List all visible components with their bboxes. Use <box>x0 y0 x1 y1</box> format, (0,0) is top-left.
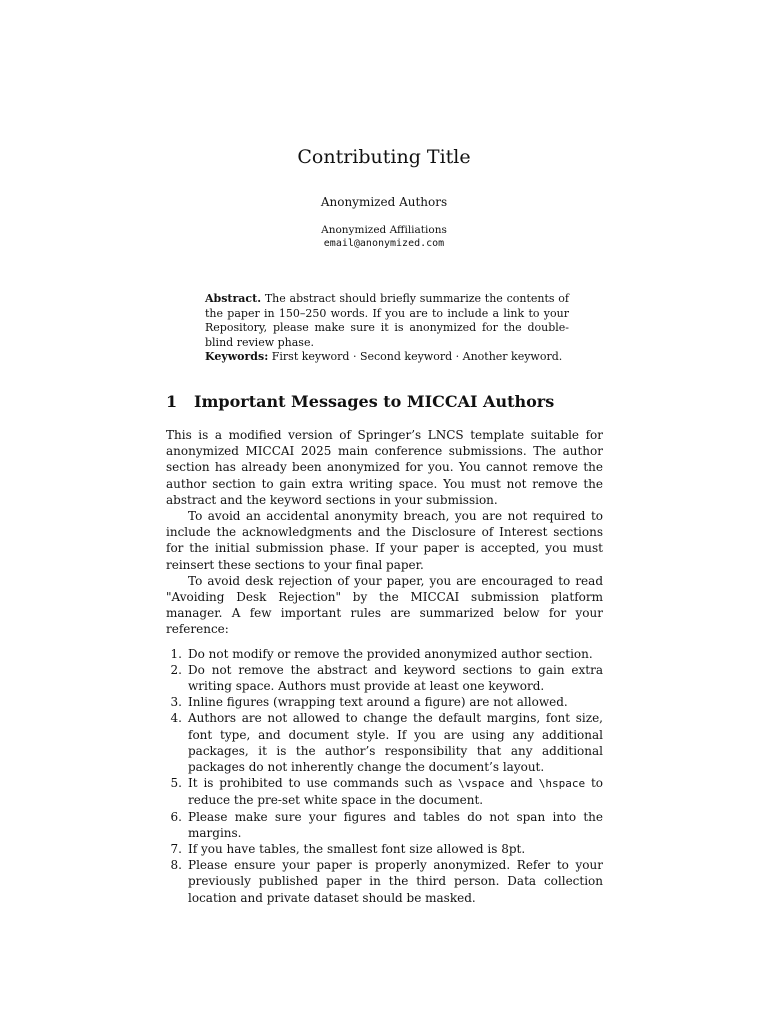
list-marker: 3. <box>170 695 182 710</box>
body-paragraph: To avoid an accidental anonymity breach, you are not required to include the acknowledgments and the Disclosure of Interest sections for the initial submission phase. If your paper is accepted, you must reinsert these sections to your final paper. <box>166 509 603 572</box>
section-body <box>166 427 603 906</box>
list-marker: 5. <box>170 776 182 791</box>
list-item <box>166 857 603 906</box>
list-marker: 2. <box>170 662 182 677</box>
body-paragraph: This is a modified version of Springer’s LNCS template suitable for anonymized MICCAI 2025 main conference submissions. The author section has already been anonymized for you. You cannot remove the author section to gain extra writing space. You must not remove the abstract and the keyword sections in your submission. <box>166 428 603 507</box>
list-item-text: Authors are not allowed to change the default margins, font size, font type, and document style. If you are using any additional packages, it is the author’s responsibility that any additional packages do not inherently change the document’s layout. <box>188 711 603 775</box>
body-paragraph: To avoid desk rejection of your paper, you are encouraged to read "Avoiding Desk Rejection" by the MICCAI submission platform manager. A few important rules are summarized below for your reference: <box>166 573 603 637</box>
list-marker: 1. <box>170 646 182 661</box>
list-item-text: and <box>504 776 539 791</box>
list-marker: 7. <box>170 842 182 857</box>
list-item <box>166 710 603 775</box>
code-vspace: \vspace <box>458 777 505 791</box>
abstract-label: Abstract. <box>205 292 262 305</box>
rules-list <box>166 646 603 906</box>
list-item-text: Please make sure your figures and tables do not span into the margins. <box>188 809 603 840</box>
section-number: 1 <box>166 392 178 411</box>
list-item <box>166 662 603 694</box>
keywords-label: Keywords: <box>205 350 269 363</box>
list-item-text: Inline figures (wrapping text around a figure) are not allowed. <box>188 695 568 710</box>
code-hspace: \hspace <box>538 777 586 791</box>
abstract <box>205 292 569 350</box>
list-item-text: Do not remove the abstract and keyword sections to gain extra writing space. Authors must provide at least one keyword. <box>188 662 603 694</box>
list-item-text: It is prohibited to use commands such as <box>188 776 459 791</box>
list-item-text: to reduce the pre-set white space in the document. <box>188 776 603 808</box>
list-item <box>166 841 603 857</box>
list-item <box>166 809 603 841</box>
list-item <box>166 694 603 710</box>
section-title: Important Messages to MICCAI Authors <box>194 392 555 411</box>
list-item <box>166 775 603 808</box>
abstract-text: The abstract should briefly summarize the contents of the paper in 150–250 words. If you are to include a link to your Repository, please make sure it is anonymized for the double-blind review phase. <box>205 292 569 349</box>
list-item-text: Please ensure your paper is properly anonymized. Refer to your previously published paper in the third person. Data collection location and private dataset should be masked. <box>188 858 603 905</box>
author-email: email@anonymized.com <box>323 238 445 249</box>
keywords-text: First keyword · Second keyword · Another keyword. <box>271 350 563 363</box>
list-item-text: If you have tables, the smallest font size allowed is 8pt. <box>188 842 526 857</box>
paper-affiliations: Anonymized Affiliations <box>321 224 447 236</box>
section-heading <box>166 392 554 412</box>
list-marker: 4. <box>170 711 182 726</box>
list-marker: 8. <box>170 858 182 873</box>
paper-title: Contributing Title <box>297 146 471 168</box>
list-item-text: Do not modify or remove the provided anonymized author section. <box>188 646 593 661</box>
paper-authors: Anonymized Authors <box>320 195 448 209</box>
list-item <box>166 646 603 662</box>
list-marker: 6. <box>170 809 182 824</box>
keywords <box>205 350 569 365</box>
